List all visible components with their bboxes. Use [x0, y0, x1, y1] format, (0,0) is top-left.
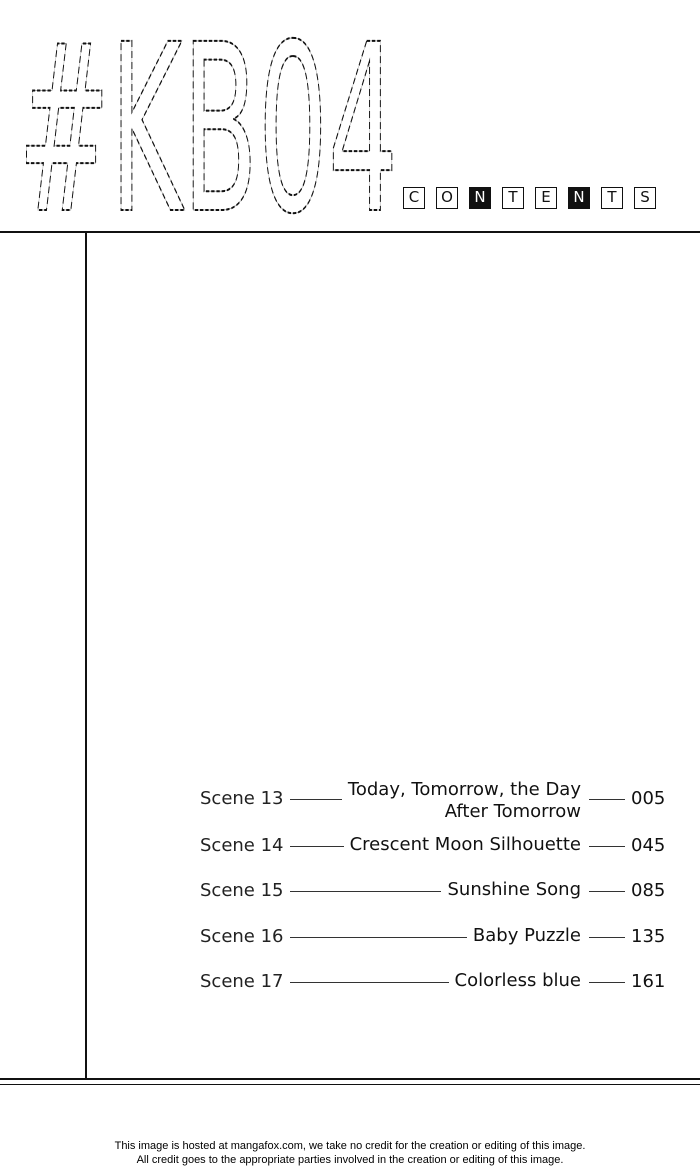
top-divider — [0, 231, 700, 233]
contents-letter-box: T — [502, 187, 524, 209]
leader-line — [290, 846, 344, 847]
leader-line — [290, 891, 441, 892]
leader-line — [290, 799, 342, 800]
bottom-divider-secondary — [0, 1084, 700, 1085]
title-logo — [0, 0, 700, 230]
bottom-divider — [0, 1078, 700, 1080]
leader-line-page — [589, 891, 625, 892]
title-text: #KB04 — [18, 0, 398, 230]
contents-letter-box: T — [601, 187, 623, 209]
chapter-title-line: Baby Puzzle — [472, 925, 581, 946]
chapter-title — [447, 879, 581, 901]
page-number: 135 — [631, 926, 666, 947]
chapter-title — [348, 779, 581, 823]
page-number: 161 — [631, 971, 666, 992]
contents-letter-box: S — [634, 187, 656, 209]
leader-line — [290, 982, 449, 983]
chapter-title-line: Today, Tomorrow, the Day — [347, 779, 581, 800]
page-number: 005 — [631, 788, 666, 809]
scene-number: Scene 14 — [200, 835, 284, 856]
page-number: 045 — [631, 835, 666, 856]
contents-letter-box: E — [535, 187, 557, 209]
leader-line-page — [589, 846, 625, 847]
title-text-inner: #KB04 — [18, 0, 398, 230]
chapter-title-line: Sunshine Song — [447, 879, 581, 900]
leader-line-page — [589, 982, 625, 983]
leader-line — [290, 937, 467, 938]
page-number: 085 — [631, 880, 666, 901]
leader-line-page — [589, 799, 625, 800]
contents-letter-box: N — [469, 187, 491, 209]
chapter-title — [455, 970, 581, 992]
scene-number: Scene 13 — [200, 788, 284, 809]
scene-number: Scene 17 — [200, 971, 284, 992]
chapter-title-line: Colorless blue — [454, 970, 581, 991]
contents-letter-box: N — [568, 187, 590, 209]
chapter-title-line: After Tomorrow — [444, 801, 581, 822]
hosting-notice-line-1: This image is hosted at mangafox.com, we take no credit for the creation or editing of this image. — [114, 1140, 586, 1152]
leader-line-page — [589, 937, 625, 938]
contents-letter-box: O — [436, 187, 458, 209]
left-margin-line — [85, 231, 87, 1079]
chapter-title — [473, 925, 581, 947]
contents-letter-box: C — [403, 187, 425, 209]
chapter-title — [350, 834, 581, 856]
hosting-notice-line-2: All credit goes to the appropriate parties involved in the creation or editing of this image. — [136, 1154, 564, 1166]
scene-number: Scene 16 — [200, 926, 284, 947]
scene-number: Scene 15 — [200, 880, 284, 901]
chapter-title-line: Crescent Moon Silhouette — [349, 834, 581, 855]
hosting-notice — [0, 1139, 700, 1167]
